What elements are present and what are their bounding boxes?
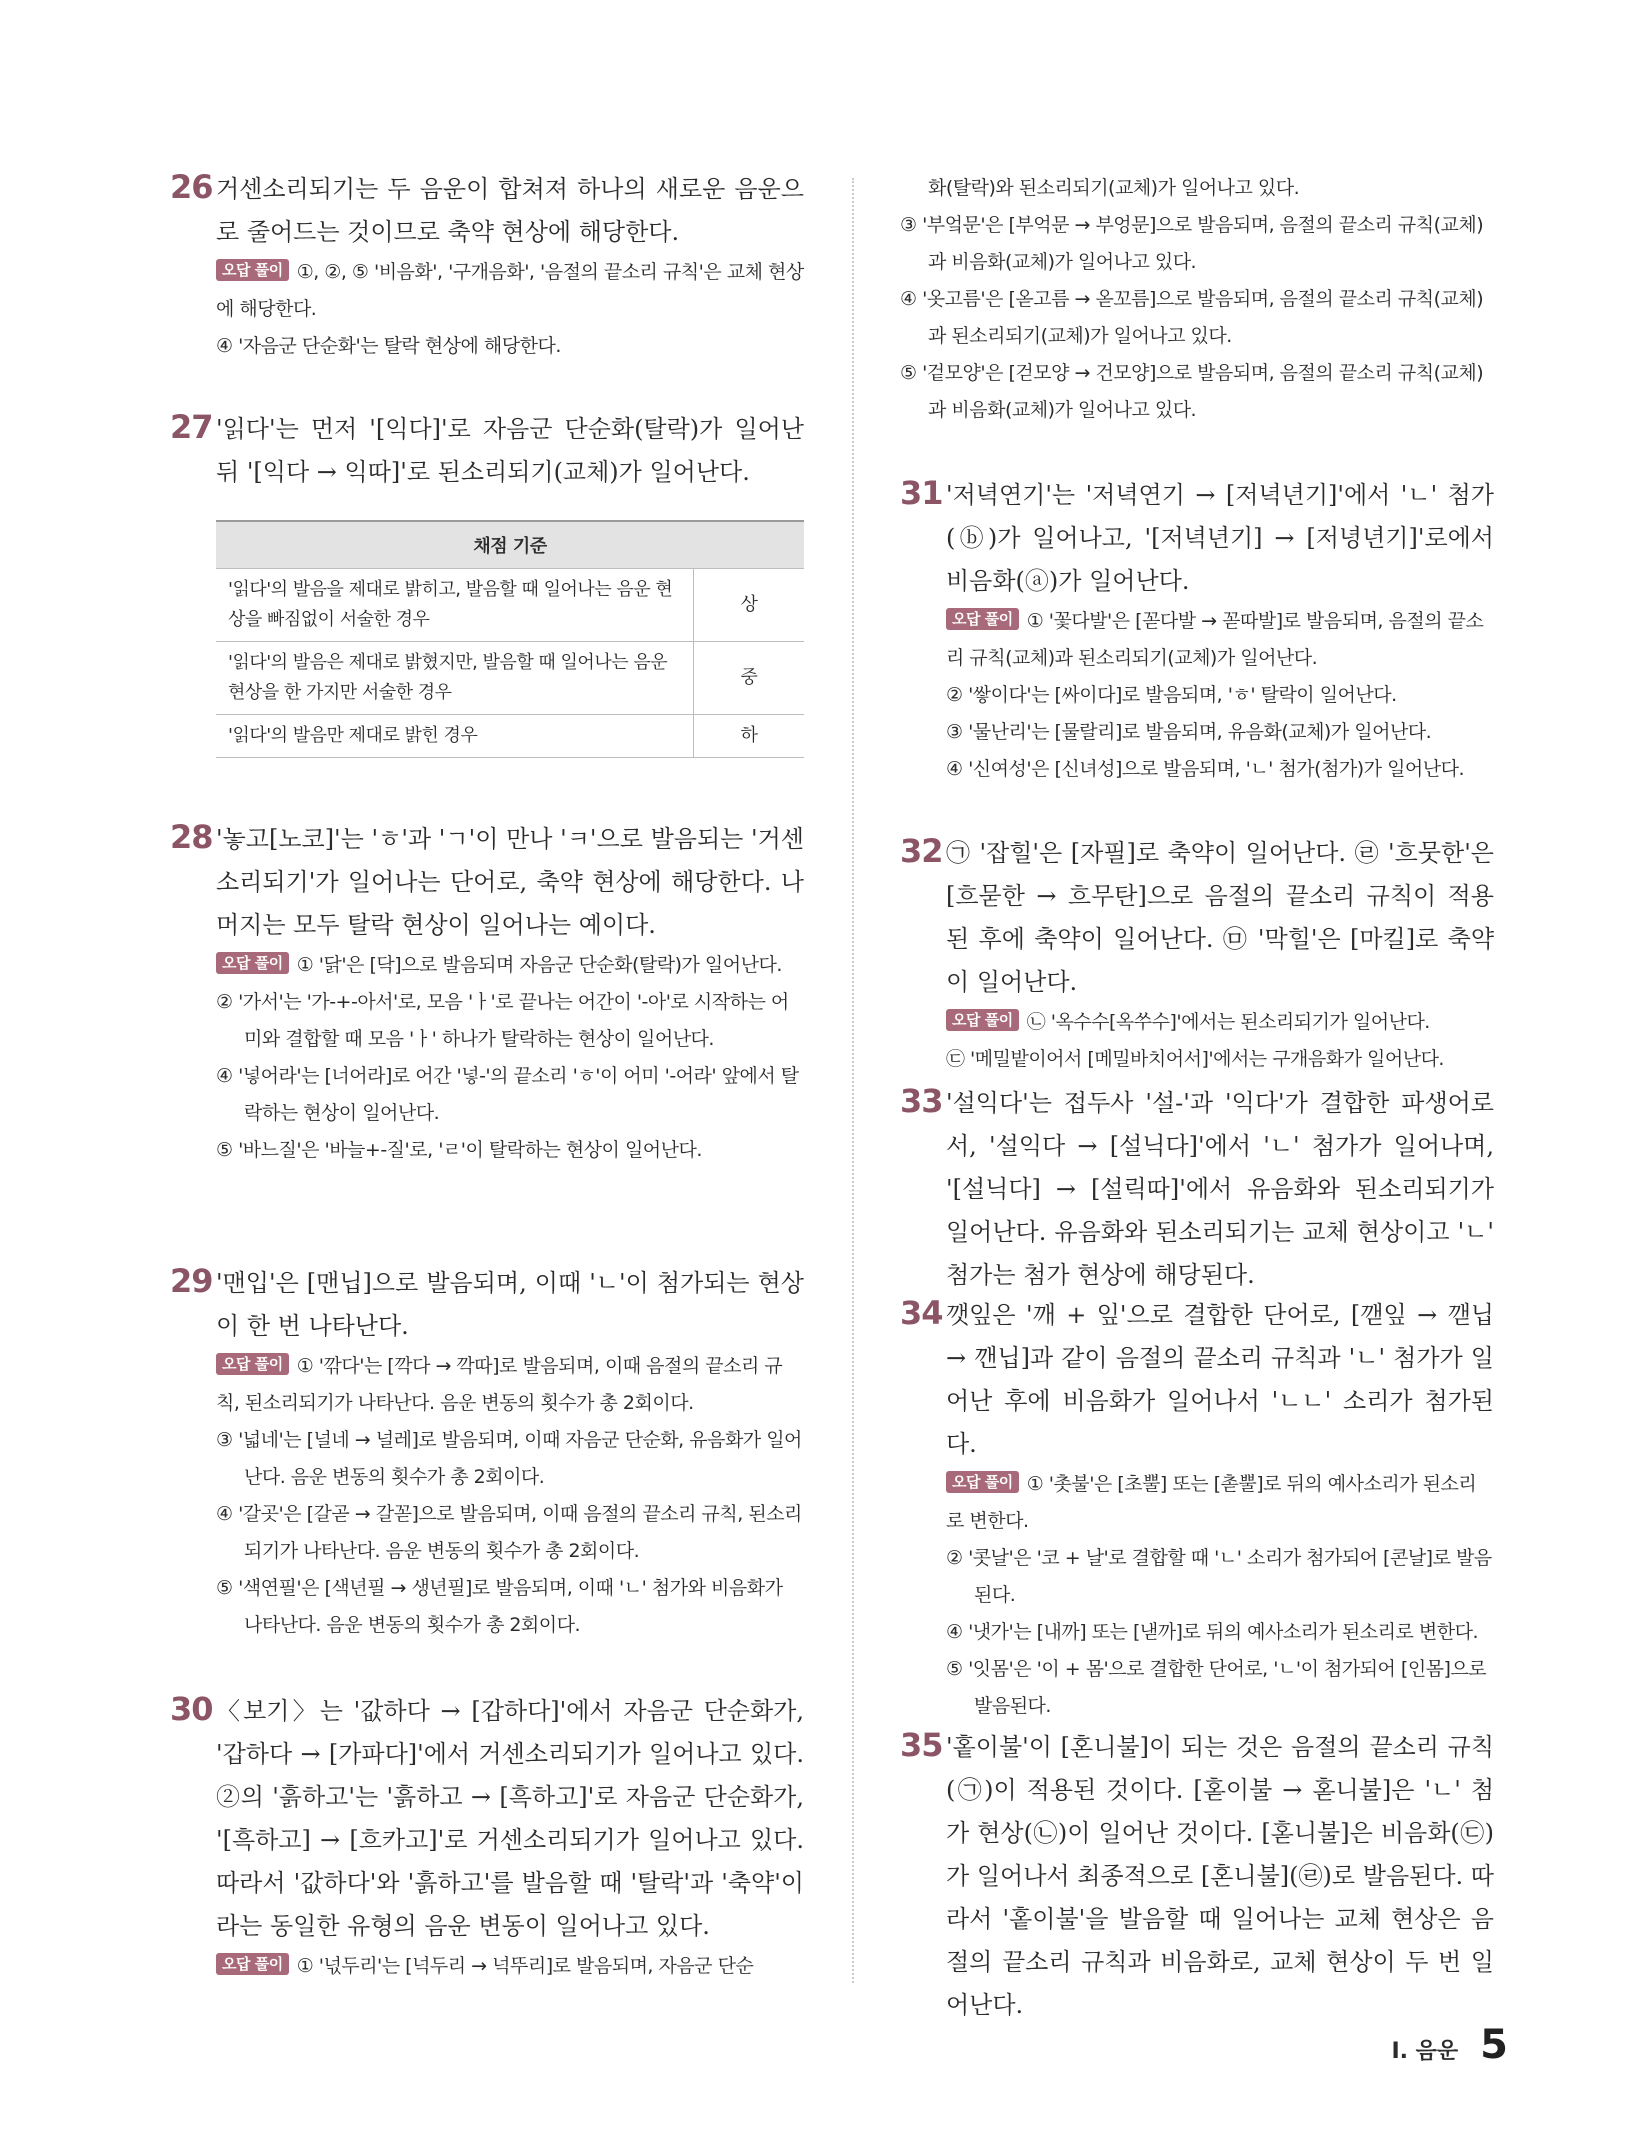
question-body: 거센소리되기는 두 음운이 합쳐져 하나의 새로운 음운으로 줄어드는 것이므로 축약 현상에 해당한다. — [216, 175, 804, 246]
question-number: 34 — [900, 1294, 943, 1332]
wrong-answer-notes — [216, 254, 804, 365]
column-divider — [852, 178, 854, 1983]
question-30 — [170, 1690, 804, 1985]
question-body: '읽다'는 먼저 '[익다]'로 자음군 단순화(탈락)가 일어난 뒤 '[익다 → 익따]'로 된소리되기(교체)가 일어난다. — [216, 415, 804, 486]
note-item: ③ '부엌문'은 [부억문 → 부엉문]으로 발음되며, 음절의 끝소리 규칙(교체)과 비음화(교체)가 일어나고 있다. — [900, 214, 1484, 273]
wrong-answer-notes — [946, 1466, 1494, 1725]
question-number: 27 — [170, 408, 213, 446]
question-body: 〈보기〉는 '값하다 → [갑하다]'에서 자음군 단순화가, '갑하다 → [가파다]'에서 거센소리되기가 일어나고 있다. ②의 '흙하고'는 '흙하고 → [흑하고]'로 자음군 단순화가, '[흑하고] → [흐카고]'로 거센소리되기가 일어나고 있다. 따라서 '값하다'와 '흙하고'를 발음할 때 '탈락'과 '축약'이라는 동일한 유형의 음운 변동이 일어나고 있다. — [216, 1697, 804, 1940]
question-body: '맨입'은 [맨닙]으로 발음되며, 이때 'ㄴ'이 첨가되는 현상이 한 번 나타난다. — [216, 1269, 804, 1340]
note-item: 오답 풀이 ① '닭'은 [닥]으로 발음되며 자음군 단순화(탈락)가 일어난다. — [216, 947, 804, 984]
wrong-answer-label: 오답 풀이 — [216, 1953, 289, 1975]
question-27 — [170, 408, 804, 494]
table-row — [216, 715, 804, 758]
page-footer — [1391, 2022, 1508, 2068]
question-29 — [170, 1262, 804, 1644]
note-item: ⑤ '잇몸'은 '이 + 몸'으로 결합한 단어로, 'ㄴ'이 첨가되어 [인몸]으로 발음된다. — [946, 1658, 1487, 1717]
wrong-answer-notes — [946, 603, 1494, 788]
section-title: Ⅰ. 음운 — [1391, 2039, 1459, 2064]
note-item: ④ '냇가'는 [내까] 또는 [낻까]로 뒤의 예사소리가 된소리로 변한다. — [946, 1621, 1478, 1643]
question-26 — [170, 168, 804, 365]
note-item: ④ '자음군 단순화'는 탈락 현상에 해당한다. — [216, 335, 561, 357]
question-body: '설익다'는 접두사 '설-'과 '익다'가 결합한 파생어로서, '설익다 → [설닉다]'에서 'ㄴ' 첨가가 일어나며, '[설닉다] → [설릭따]'에서 유음화와 된소리되기가 일어난다. 유음화와 된소리되기는 교체 현상이고 'ㄴ' 첨가는 첨가 현상에 해당된다. — [946, 1089, 1494, 1289]
wrong-answer-label: 오답 풀이 — [946, 608, 1019, 630]
note-item: ② '콧날'은 '코 + 날'로 결합할 때 'ㄴ' 소리가 첨가되어 [콘날]로 발음된다. — [946, 1547, 1492, 1606]
note-item: ② '가서'는 '가-+-아서'로, 모음 'ㅏ'로 끝나는 어간이 '-아'로 시작하는 어미와 결합할 때 모음 'ㅏ' 하나가 탈락하는 현상이 일어난다. — [216, 991, 789, 1050]
wrong-answer-label: 오답 풀이 — [946, 1009, 1019, 1031]
question-number: 30 — [170, 1690, 213, 1728]
wrong-answer-label: 오답 풀이 — [946, 1471, 1019, 1493]
level-cell: 중 — [694, 642, 805, 715]
note-item: ④ '옷고름'은 [옫고름 → 옫꼬름]으로 발음되며, 음절의 끝소리 규칙(교체)과 된소리되기(교체)가 일어나고 있다. — [900, 288, 1484, 347]
note-item: 오답 풀이 ① '촛불'은 [초뿔] 또는 [촏뿔]로 뒤의 예사소리가 된소리로 변한다. — [946, 1473, 1477, 1532]
question-number: 28 — [170, 818, 213, 856]
wrong-answer-notes — [216, 947, 804, 1169]
question-body: '저녁연기'는 '저녁연기 → [저녁년기]'에서 'ㄴ' 첨가(ⓑ)가 일어나고, '[저녁년기] → [저녕년기]'로에서 비음화(ⓐ)가 일어난다. — [946, 481, 1494, 595]
wrong-answer-notes — [216, 1948, 804, 1985]
wrong-answer-notes — [946, 1004, 1494, 1078]
grading-table-header: 채점 기준 — [216, 521, 804, 569]
question-number: 32 — [900, 832, 943, 870]
note-item: ③ '물난리'는 [물랄리]로 발음되며, 유음화(교체)가 일어난다. — [946, 721, 1432, 743]
criterion-cell: '읽다'의 발음만 제대로 밝힌 경우 — [216, 715, 694, 758]
note-continuation: 화(탈락)와 된소리되기(교체)가 일어나고 있다. — [928, 177, 1300, 199]
question-33 — [900, 1082, 1494, 1297]
note-item: ⑤ '겉모양'은 [걷모양 → 건모양]으로 발음되며, 음절의 끝소리 규칙(교체)과 비음화(교체)가 일어나고 있다. — [900, 362, 1484, 421]
wrong-answer-label: 오답 풀이 — [216, 952, 289, 974]
question-30-continued — [900, 170, 1494, 429]
question-body: '놓고[노코]'는 'ㅎ'과 'ㄱ'이 만나 'ㅋ'으로 발음되는 '거센소리되기'가 일어나는 단어로, 축약 현상에 해당한다. 나머지는 모두 탈락 현상이 일어나는 예이다. — [216, 825, 804, 939]
note-item: ④ '넣어라'는 [너어라]로 어간 '넣-'의 끝소리 'ㅎ'이 어미 '-어라' 앞에서 탈락하는 현상이 일어난다. — [216, 1065, 799, 1124]
question-body: ㉠ '잡힐'은 [자필]로 축약이 일어난다. ㉣ '흐뭇한'은 [흐묻한 → 흐무탄]으로 음절의 끝소리 규칙이 적용된 후에 축약이 일어난다. ㉤ '막힐'은 [마킬]로 축약이 일어난다. — [946, 839, 1494, 996]
wrong-answer-notes — [900, 170, 1494, 429]
question-number: 33 — [900, 1082, 943, 1120]
question-28 — [170, 818, 804, 1169]
wrong-answer-notes — [216, 1348, 804, 1644]
question-number: 35 — [900, 1726, 943, 1764]
question-body: '홑이불'이 [혼니불]이 되는 것은 음절의 끝소리 규칙(㉠)이 적용된 것이다. [혿이불 → 혿니불]은 'ㄴ' 첨가 현상(㉡)이 일어난 것이다. [혿니불]은 비음화(㉢)가 일어나서 최종적으로 [혼니불](㉣)로 발음된다. 따라서 '홑이불'을 발음할 때 일어나는 교체 현상은 음절의 끝소리 규칙과 비음화로, 교체 현상이 두 번 일어난다. — [946, 1733, 1494, 2019]
note-item: 오답 풀이 ① '깎다'는 [깍다 → 깍따]로 발음되며, 이때 음절의 끝소리 규칙, 된소리되기가 나타난다. 음운 변동의 횟수가 총 2회이다. — [216, 1355, 783, 1414]
table-row — [216, 569, 804, 642]
level-cell: 상 — [694, 569, 805, 642]
question-32 — [900, 832, 1494, 1078]
level-cell: 하 — [694, 715, 805, 758]
note-item: ③ '넓네'는 [널네 → 널레]로 발음되며, 이때 자음군 단순화, 유음화가 일어난다. 음운 변동의 횟수가 총 2회이다. — [216, 1429, 802, 1488]
note-item: 오답 풀이 ① '넋두리'는 [넉두리 → 넉뚜리]로 발음되며, 자음군 단순 — [216, 1948, 804, 1985]
question-number: 29 — [170, 1262, 213, 1300]
table-row — [216, 642, 804, 715]
question-35 — [900, 1726, 1494, 2027]
page-number: 5 — [1480, 2022, 1508, 2068]
question-number: 26 — [170, 168, 213, 206]
wrong-answer-label: 오답 풀이 — [216, 1353, 289, 1375]
question-34 — [900, 1294, 1494, 1725]
question-31 — [900, 474, 1494, 788]
note-item: ⑤ '바느질'은 '바늘+-질'로, 'ㄹ'이 탈락하는 현상이 일어난다. — [216, 1139, 702, 1161]
question-number: 31 — [900, 474, 943, 512]
note-item: ⑤ '색연필'은 [색년필 → 생년필]로 발음되며, 이때 'ㄴ' 첨가와 비음화가 나타난다. 음운 변동의 횟수가 총 2회이다. — [216, 1577, 783, 1636]
wrong-answer-label: 오답 풀이 — [216, 259, 289, 281]
note-item: ④ '신여성'은 [신녀성]으로 발음되며, 'ㄴ' 첨가(첨가)가 일어난다. — [946, 758, 1465, 780]
note-item: ④ '갈곳'은 [갈곧 → 갈꼳]으로 발음되며, 이때 음절의 끝소리 규칙, 된소리되기가 나타난다. 음운 변동의 횟수가 총 2회이다. — [216, 1503, 802, 1562]
note-item: 오답 풀이 ① '꽃다발'은 [꼳다발 → 꼳따발]로 발음되며, 음절의 끝소리 규칙(교체)과 된소리되기(교체)가 일어난다. — [946, 610, 1484, 669]
note-item: ② '쌓이다'는 [싸이다]로 발음되며, 'ㅎ' 탈락이 일어난다. — [946, 684, 1397, 706]
criterion-cell: '읽다'의 발음은 제대로 밝혔지만, 발음할 때 일어나는 음운 현상을 한 가지만 서술한 경우 — [216, 642, 694, 715]
note-item: 오답 풀이 ①, ②, ⑤ '비음화', '구개음화', '음절의 끝소리 규칙'은 교체 현상에 해당한다. — [216, 261, 804, 320]
note-item: 오답 풀이 ㉡ '옥수수[옥쑤수]'에서는 된소리되기가 일어난다. — [946, 1004, 1494, 1041]
question-body: 깻잎은 '깨 + 잎'으로 결합한 단어로, [깯잎 → 깯닙 → 깬닙]과 같이 음절의 끝소리 규칙과 'ㄴ' 첨가가 일어난 후에 비음화가 일어나서 'ㄴㄴ' 소리가 첨가된다. — [946, 1301, 1494, 1458]
grading-table — [216, 520, 804, 758]
note-item: ㉢ '메밀밭이어서 [메밀바치어서]'에서는 구개음화가 일어난다. — [946, 1048, 1444, 1070]
criterion-cell: '읽다'의 발음을 제대로 밝히고, 발음할 때 일어나는 음운 현상을 빠짐없이 서술한 경우 — [216, 569, 694, 642]
